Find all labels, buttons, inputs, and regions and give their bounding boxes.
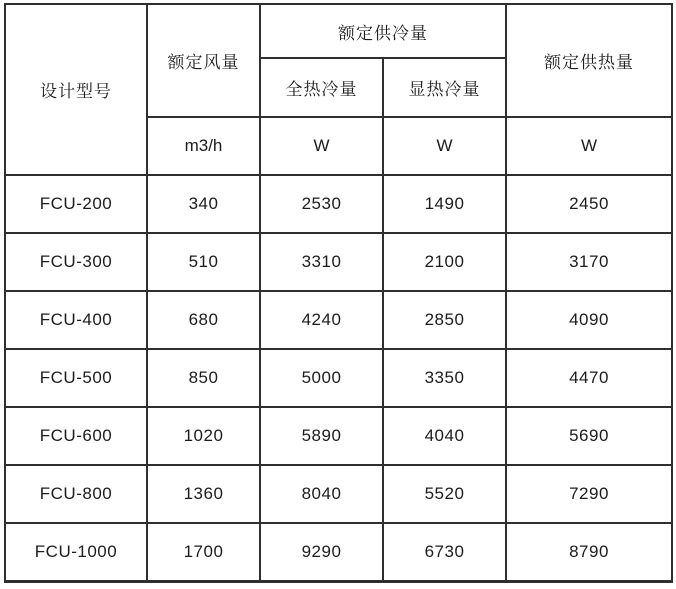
heating-cell: 7290 [506, 465, 672, 523]
total-cooling-cell: 2530 [260, 175, 383, 233]
heating-cell: 5690 [506, 407, 672, 465]
header-airflow: 额定风量 [147, 4, 260, 117]
header-cooling-group: 额定供冷量 [260, 4, 506, 58]
sensible-cooling-cell: 5520 [383, 465, 506, 523]
heating-cell: 4090 [506, 291, 672, 349]
model-cell: FCU-500 [5, 349, 147, 407]
table-row [5, 349, 672, 407]
total-cooling-cell: 5890 [260, 407, 383, 465]
table-row [5, 523, 672, 581]
table-row [5, 407, 672, 465]
airflow-cell: 850 [147, 349, 260, 407]
sensible-cooling-cell: 2850 [383, 291, 506, 349]
sensible-cooling-cell: 6730 [383, 523, 506, 581]
model-cell: FCU-600 [5, 407, 147, 465]
heating-cell: 2450 [506, 175, 672, 233]
model-cell: FCU-300 [5, 233, 147, 291]
unit-heating: W [506, 117, 672, 175]
sensible-cooling-cell: 1490 [383, 175, 506, 233]
total-cooling-cell: 9290 [260, 523, 383, 581]
sensible-cooling-cell: 2100 [383, 233, 506, 291]
total-cooling-cell: 4240 [260, 291, 383, 349]
sensible-cooling-cell: 3350 [383, 349, 506, 407]
table-row [5, 233, 672, 291]
header-heating: 额定供热量 [506, 4, 672, 117]
table-row [5, 291, 672, 349]
airflow-cell: 680 [147, 291, 260, 349]
header-model: 设计型号 [5, 4, 147, 175]
total-cooling-cell: 8040 [260, 465, 383, 523]
airflow-cell: 1360 [147, 465, 260, 523]
unit-total-cooling: W [260, 117, 383, 175]
total-cooling-cell: 3310 [260, 233, 383, 291]
sensible-cooling-cell: 4040 [383, 407, 506, 465]
model-cell: FCU-400 [5, 291, 147, 349]
unit-sensible-cooling: W [383, 117, 506, 175]
unit-airflow: m3/h [147, 117, 260, 175]
airflow-cell: 1700 [147, 523, 260, 581]
model-cell: FCU-800 [5, 465, 147, 523]
header-sensible-cooling: 显热冷量 [383, 58, 506, 117]
table-row [5, 465, 672, 523]
header-total-cooling: 全热冷量 [260, 58, 383, 117]
airflow-cell: 510 [147, 233, 260, 291]
total-cooling-cell: 5000 [260, 349, 383, 407]
heating-cell: 8790 [506, 523, 672, 581]
airflow-cell: 340 [147, 175, 260, 233]
header-row-1 [5, 4, 672, 58]
model-cell: FCU-200 [5, 175, 147, 233]
fcu-spec-table [4, 3, 673, 583]
heating-cell: 3170 [506, 233, 672, 291]
table-row [5, 175, 672, 233]
heating-cell: 4470 [506, 349, 672, 407]
airflow-cell: 1020 [147, 407, 260, 465]
model-cell: FCU-1000 [5, 523, 147, 581]
